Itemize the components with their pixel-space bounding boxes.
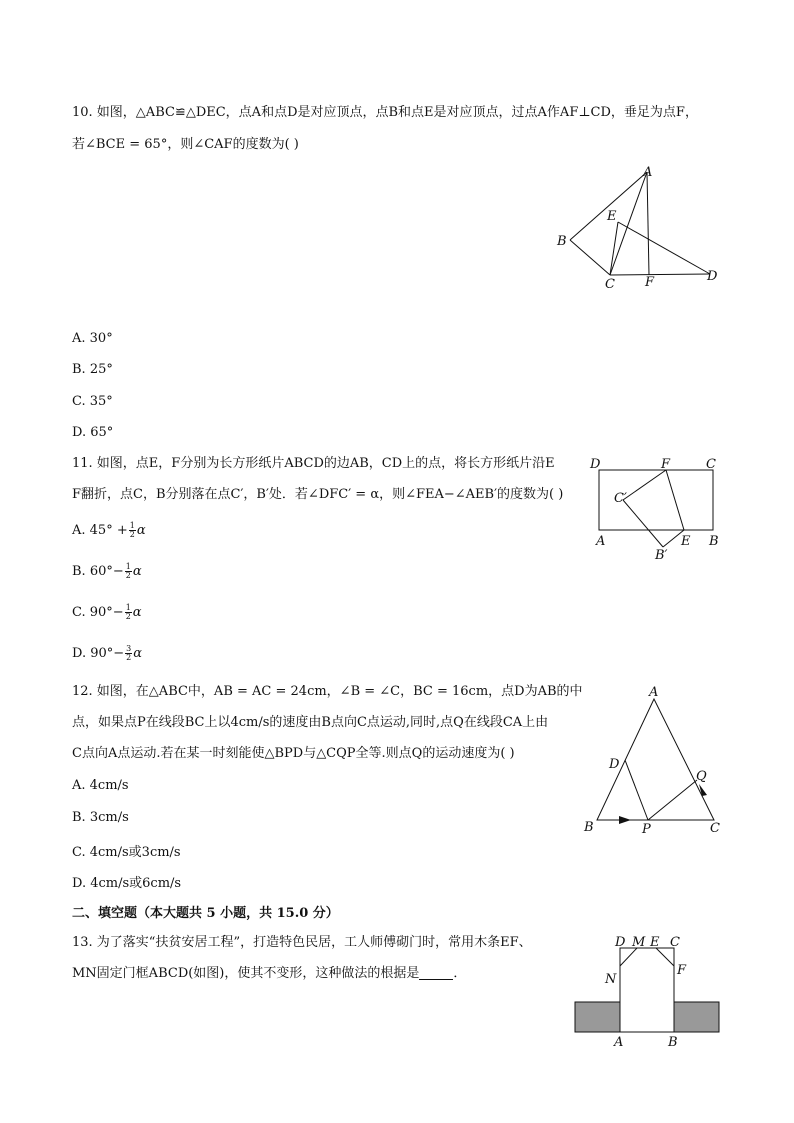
q13-label-e: E — [650, 935, 660, 950]
q11-option-a-fraction: $\frac{1}{2}$ — [129, 521, 135, 539]
q11-option-b[interactable]: B. 60°− $\frac{1}{2}$ α — [72, 562, 142, 580]
q11-option-a-label: A. 45° + — [72, 523, 128, 538]
q13-figure — [570, 930, 725, 1050]
q11-label-e: E — [681, 534, 691, 549]
q10-label-c: C — [605, 277, 615, 292]
q12-label-b: B — [584, 820, 594, 835]
q13-label-m: M — [632, 935, 646, 950]
q13-text-line1: 13. 为了落实“扶贫安居工程”，打造特色民居，工人师傅砌门时，常用木条EF、 — [72, 935, 532, 950]
section-heading: 二、填空题（本大题共 5 小题，共 15.0 分） — [72, 906, 339, 921]
arrow-up-icon — [699, 784, 707, 796]
q13-label-f: F — [677, 963, 687, 978]
q11-option-d-label: D. 90°− — [72, 646, 125, 661]
q10-option-c[interactable]: C. 35° — [72, 394, 113, 409]
q10-label-b: B — [557, 234, 567, 249]
q11-option-b-fraction: $\frac{1}{2}$ — [125, 562, 131, 580]
q13-label-d: D — [615, 935, 626, 950]
q11-label-b-prime: B′ — [655, 548, 668, 563]
q10-figure — [550, 160, 730, 295]
q13-label-n: N — [605, 972, 617, 987]
q10-label-e: E — [607, 209, 617, 224]
q11-option-c-fraction: $\frac{1}{2}$ — [125, 603, 131, 621]
q11-text-line1: 11. 如图，点E，F分别为长方形纸片ABCD的边AB，CD上的点，将长方形纸片沿E — [72, 456, 555, 471]
q11-option-b-label: B. 60°− — [72, 564, 124, 579]
q11-figure — [585, 452, 725, 567]
q12-option-c[interactable]: C. 4cm/s或3cm/s — [72, 845, 181, 860]
q11-label-d: D — [590, 457, 601, 472]
q11-option-c-label: C. 90°− — [72, 605, 124, 620]
q12-label-d: D — [609, 757, 620, 772]
q11-option-d-fraction: $\frac{3}{2}$ — [126, 644, 132, 662]
q12-option-a[interactable]: A. 4cm/s — [72, 778, 129, 793]
arrow-right-icon — [619, 816, 631, 824]
q12-text-line3: C点向A点运动.若在某一时刻能使△BPD与△CQP全等.则点Q的运动速度为( ) — [72, 746, 515, 761]
q11-option-d[interactable]: D. 90°− $\frac{3}{2}$ α — [72, 644, 143, 662]
q13-text-line2 — [72, 967, 466, 980]
q11-option-c[interactable]: C. 90°− $\frac{1}{2}$ α — [72, 603, 142, 621]
q11-label-f: F — [661, 457, 671, 472]
q10-option-d[interactable]: D. 65° — [72, 425, 114, 440]
q10-option-b[interactable]: B. 25° — [72, 362, 113, 377]
q12-label-a: A — [649, 685, 659, 700]
q11-label-b: B — [709, 534, 719, 549]
q12-label-c: C — [710, 821, 720, 836]
q13-line2-text: MN固定门框ABCD(如图)，使其不变形，这种做法的根据是 — [72, 966, 420, 981]
q13-label-a: A — [614, 1035, 624, 1050]
q12-label-q: Q — [696, 769, 707, 784]
q12-option-b[interactable]: B. 3cm/s — [72, 810, 129, 825]
q13-label-c: C — [670, 935, 680, 950]
q11-label-c: C — [706, 457, 716, 472]
q12-figure — [578, 682, 728, 842]
q12-label-p: P — [642, 822, 651, 837]
q13-label-b: B — [668, 1035, 678, 1050]
q10-text-line2: 若∠BCE = 65°，则∠CAF的度数为( ) — [72, 137, 299, 152]
q12-option-d[interactable]: D. 4cm/s或6cm/s — [72, 876, 182, 891]
q11-label-a: A — [596, 534, 606, 549]
q10-label-a: A — [643, 165, 653, 180]
q12-text-line1: 12. 如图，在△ABC中，AB = AC = 24cm，∠B = ∠C，BC = 16cm，点D为AB的中 — [72, 684, 583, 699]
answer-blank[interactable] — [419, 968, 453, 980]
q13-line2-end: ． — [453, 966, 467, 981]
q10-text-line1: 10. 如图，△ABC≌△DEC，点A和点D是对应顶点，点B和点E是对应顶点，过点A作AF⊥CD，垂足为点F， — [72, 105, 698, 120]
q11-text-line2: F翻折，点C，B分别落在点C′，B′处．若∠DFC′ = α，则∠FEA−∠AEB′的度数为( ) — [72, 487, 564, 502]
q10-label-f: F — [645, 275, 655, 290]
q12-text-line2: 点，如果点P在线段BC上以4cm/s的速度由B点向C点运动,同时,点Q在线段CA上由 — [72, 715, 549, 730]
q11-label-c-prime: C′ — [614, 491, 627, 506]
q11-option-a[interactable]: A. 45° + $\frac{1}{2}$ α — [72, 521, 146, 539]
q10-option-a[interactable]: A. 30° — [72, 331, 113, 346]
q10-label-d: D — [707, 269, 718, 284]
